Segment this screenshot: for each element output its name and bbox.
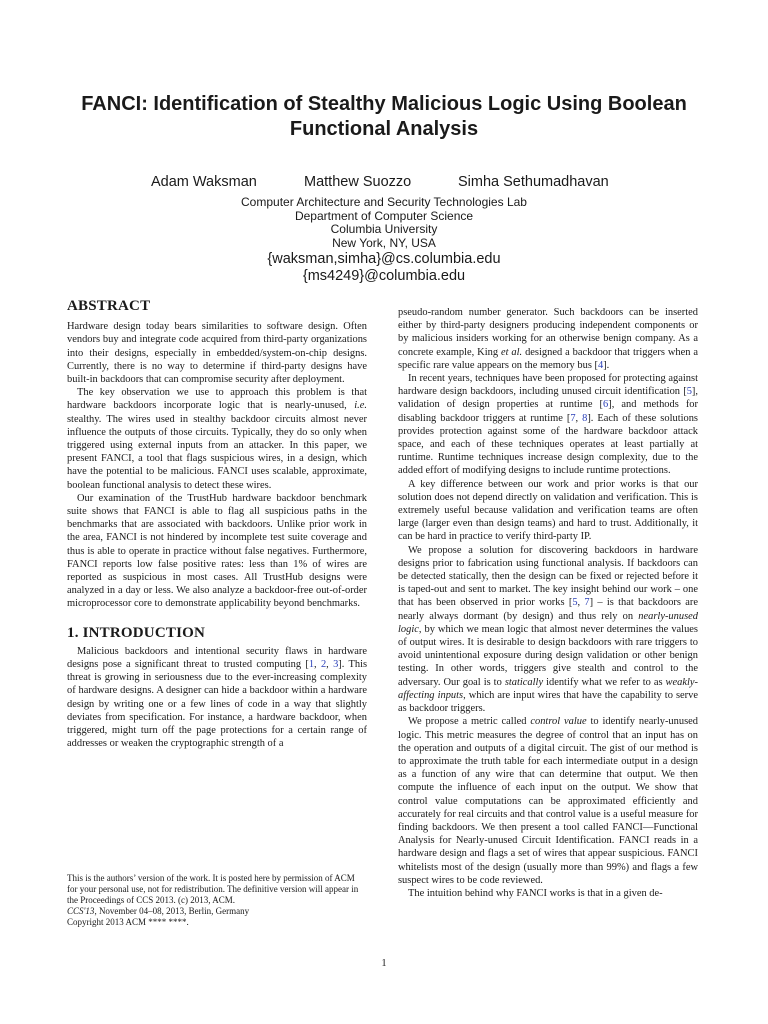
intro-paragraph-3: In recent years, techniques have been proposed for protecting against hardware design backdoors, including unused circuit identification [5], validation of design properties at runtime [6], and methods for disabling backdoor triggers at runtime [7, 8]. Each of these solutions provides protection against some of the hardware backdoor attack space, and each of these techniques operates at least partially at runtime. Runtime techniques increase design complexity, due to the added effort of modifying designs to include runtime protections.: [398, 373, 698, 477]
citation-link[interactable]: 3: [333, 659, 339, 671]
citation-link[interactable]: 2: [320, 659, 327, 671]
author-1: Adam Waksman: [151, 174, 257, 190]
citation-link[interactable]: 5: [686, 386, 692, 398]
page-number: 1: [381, 958, 387, 969]
abstract-paragraph-3: Our examination of the TrustHub hardware backdoor benchmark suite shows that FANCI is able to flag all suspicious paths in the benchmarks that are associated with backdoors. Unlike prior work in the area, FANCI is not hindered by incomplete test suite coverage and thus is able to operate in practice without false negatives. Furthermore, FANCI reports low false positive rates: less than 1% of wires are reported as suspicious in most cases. All TrustHub designs were analyzed in a day or less. We also analyze a backdoor-free out-of-order microprocessor core to demonstrate applicability beyond benchmarks.: [67, 492, 367, 610]
abstract-paragraph-2: The key observation we use to approach this problem is that hardware backdoors incorporate logic that is nearly-unused, i.e. stealthy. The wires used in stealthy backdoor circuits almost never influence the outputs of those circuits. Typically, they do so only when triggered using external inputs from an attacker. In this paper, we present FANCI, a tool that flags suspicious wires, in a design, which have the potential to be malicious. FANCI uses scalable, approximate, boolean functional analysis to detect these wires.: [67, 387, 367, 491]
intro-paragraph-1: Malicious backdoors and intentional security flaws in hardware designs pose a significant threat to trusted computing [1, 2, 3]. This threat is growing in seriousness due to the ever-increasing complexity of hardware designs. A designer can hide a backdoor within a hardware design by writing one or a few lines of code in a way that slightly deviates from specification. For instance, a hardware backdoor, when triggered, might turn off the page protections for a certain range of addresses or weaken the cryptographic strength of a: [67, 645, 368, 750]
affiliation-block: [84, 196, 684, 250]
paper-title: FANCI: Identification of Stealthy Malicious Logic Using Boolean Functional Analysis: [81, 93, 687, 140]
intro-paragraph-7: The intuition behind why FANCI works is that in a given de-: [408, 887, 663, 899]
affiliation-lab: Computer Architecture and Security Technologies Lab: [241, 195, 527, 209]
email-1: {waksman,simha}@cs.columbia.edu: [267, 251, 501, 267]
footnote-venue: CCS'13, November 04–08, 2013, Berlin, Germany: [67, 906, 250, 916]
citation-link[interactable]: 6: [603, 399, 609, 411]
affiliation-location: New York, NY, USA: [332, 235, 436, 250]
author-2: Matthew Suozzo: [304, 174, 412, 190]
citation-link[interactable]: 5: [572, 597, 578, 609]
intro-paragraph-4: A key difference between our work and prior works is that our solution does not depend directly on validation and verification. This is extremely useful because validation and verification teams are often large (larger even than design teams) and hard to trust. Additionally, it can be hard in practice to verify third-party IP.: [398, 478, 698, 543]
intro-paragraph-6: We propose a metric called control value to identify nearly-unused logic. This metric measures the degree of control that an input has on the operation and outputs of a digital circuit. The gist of our method is to approximate the truth table for each intermediate output in a design as a function of any wire that can determine that output. We then compute the influence of each input on the output. We show that control value computations can be approximated efficiently and accurately for real circuits and that control value is a useful measure for finding backdoors. We then present a tool called FANCI—Functional Analysis for Nearly-unused Circuit Identification. FANCI reads in a hardware design and flags a set of wires that appear suspicious. FANCI whitelists most of the design (usually more than 99%) and flags a few suspect wires to be code reviewed.: [398, 716, 698, 886]
citation-link[interactable]: 7: [570, 412, 576, 424]
introduction-heading: 1. INTRODUCTION: [67, 624, 206, 641]
right-column: [398, 306, 698, 900]
footnote-permission: This is the authors’ version of the work. It is posted here by permission of ACM for your personal use, not for redistribution. The definitive version will appear in the Proceedings of CCS 2013. (c) 2013, ACM.: [67, 873, 359, 905]
affiliation-dept: Department of Computer Science: [294, 208, 474, 223]
footnote-copyright: Copyright 2013 ACM **** ****.: [67, 917, 189, 927]
citation-link[interactable]: 7: [584, 597, 590, 609]
intro-paragraph-2: pseudo-random number generator. Such backdoors can be inserted either by third-party designers producing independent components or by malicious insiders working for an otherwise benign company. As a concrete example, King et al. designed a backdoor that triggers when a specific rare value appears on the memory bus [4].: [398, 307, 698, 371]
affiliation-university: Columbia University: [330, 222, 438, 236]
abstract-heading: ABSTRACT: [67, 298, 151, 314]
email-2: {ms4249}@columbia.edu: [302, 268, 466, 284]
citation-link[interactable]: 8: [582, 412, 588, 424]
left-column: [67, 300, 367, 751]
citation-link[interactable]: 1: [308, 659, 315, 671]
copyright-footnote: [67, 873, 367, 928]
intro-paragraph-5: We propose a solution for discovering backdoors in hardware designs prior to fabrication using functional analysis. If backdoors can be detected statically, then the design can be fixed or rejected before it is taped-out and sent to market. The key insight behind our work – one that has been observed in prior works [5, 7] – is that backdoors are nearly always dormant (by design) and thus rely on nearly-unused logic, by which we mean logic that almost never determines the values of output wires. It is desirable to design backdoors with rare triggers to avoid unintentional exposure during design validation or other benign testing. In other words, triggers give stealth and control to the adversary. Our goal is to statically identify what we refer to as weakly-affecting inputs, which are input wires that have the capability to serve as backdoor triggers.: [398, 544, 699, 715]
email-block: [84, 251, 684, 285]
author-3: Simha Sethumadhavan: [458, 174, 609, 190]
citation-link[interactable]: 4: [597, 359, 604, 371]
abstract-paragraph-1: Hardware design today bears similarities to software design. Often vendors buy and integrate code acquired from third-party organizations into their designs, especially in embedded/system-on-chip designs. Currently, there is no way to determine if third-party designs have built-in backdoors that can compromise security after deployment.: [67, 321, 367, 386]
